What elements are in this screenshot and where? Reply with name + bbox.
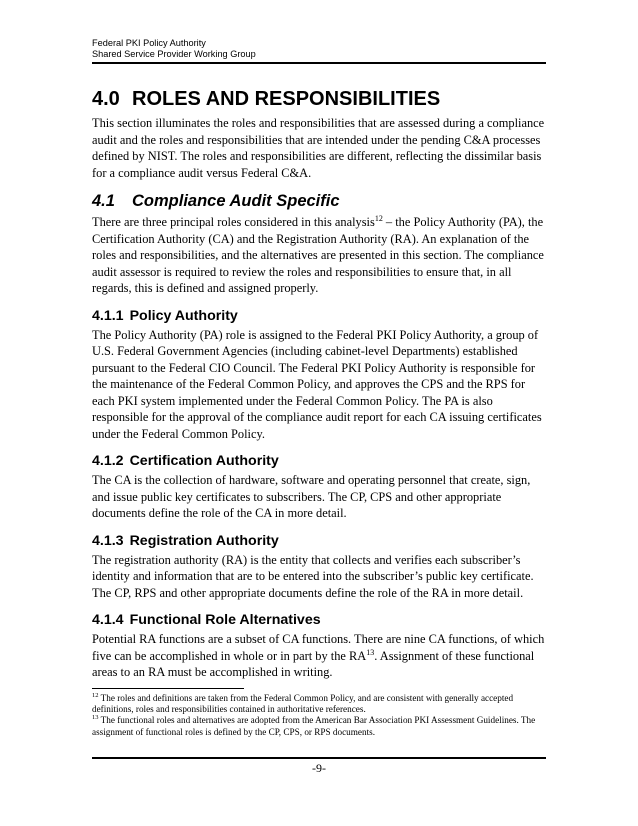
footnote-separator xyxy=(92,688,244,689)
section-intro-paragraph: This section illuminates the roles and responsibilities that are assessed during a compliance audit and the roles and responsibilities that are intended under the pending C&A processes defined by NIST. The roles and responsibilities are different, reflecting the dissimilar basis for a compliance audit versus Federal C&A. xyxy=(92,116,545,180)
section-number: 4.0 xyxy=(92,88,120,110)
footnote-mark: 13 xyxy=(92,714,99,722)
heading-functional-role-alternatives xyxy=(92,611,548,629)
subsection-title: Compliance Audit Specific xyxy=(132,192,340,210)
heading-number: 4.1.1 xyxy=(92,307,124,324)
heading-number: 4.1.4 xyxy=(92,612,124,628)
footer-rule xyxy=(92,757,546,759)
heading-title: Functional Role Alternatives xyxy=(129,612,321,628)
heading-policy-authority xyxy=(92,307,548,325)
paragraph-text: Potential RA functions are a subset of CA functions. There are nine CA functions, of which five can be accomplished in whole or in part by the RA xyxy=(92,632,545,663)
paragraph-text: There are three principal roles considered in this analysis xyxy=(92,215,375,229)
paragraph-text: – the Policy Authority (PA), the Certification Authority (CA) and the Registration Authority (RA). An explanation of the roles and responsibilities, and the alternatives are presented in this section. The compliance audit assessor is required to review the roles and responsibilities to ensure that, in all regards, this is defined and assigned properly. xyxy=(92,215,544,295)
page-number: -9- xyxy=(312,761,326,775)
certification-authority-paragraph: The CA is the collection of hardware, software and operating personnel that create, sign, and issue public key certificates to subscribers. The CP, CPS and other appropriate documents define the role of the CA in more detail. xyxy=(92,473,531,520)
heading-number: 4.1.2 xyxy=(92,453,124,469)
subsection-paragraph xyxy=(92,214,548,297)
section-heading xyxy=(92,87,548,111)
running-header xyxy=(92,38,256,60)
footnote-13 xyxy=(92,715,548,737)
header-line-organization: Federal PKI Policy Authority xyxy=(92,38,206,48)
heading-registration-authority xyxy=(92,532,548,550)
footnote-12 xyxy=(92,693,548,715)
registration-authority-paragraph: The registration authority (RA) is the entity that collects and verifies each subscriber’s identity and information that are to be entered into the subscriber’s public key certificate. The CP, RPS and other appropriate documents define the role of the RA in more detail. xyxy=(92,552,534,600)
footnote-reference-12[interactable]: 12 xyxy=(374,213,383,223)
paragraph-text: . Assignment of these functional areas to an RA must be accomplished in writing. xyxy=(92,648,535,679)
main-content xyxy=(92,87,548,681)
footnotes xyxy=(92,693,548,738)
footnote-reference-13[interactable]: 13 xyxy=(366,647,375,657)
heading-number: 4.1.3 xyxy=(92,532,124,549)
heading-title: Registration Authority xyxy=(129,532,279,549)
heading-certification-authority xyxy=(92,452,548,470)
footnote-mark: 12 xyxy=(92,691,99,699)
header-rule xyxy=(92,62,546,64)
subsection-number: 4.1 xyxy=(92,192,115,210)
header-line-group: Shared Service Provider Working Group xyxy=(92,49,256,59)
heading-title: Certification Authority xyxy=(129,453,279,469)
policy-authority-paragraph: The Policy Authority (PA) role is assigned to the Federal PKI Policy Authority, a group of U.S. Federal Government Agencies (including cabinet-level Departments) established pursuant to the Federal CIO Council. The Federal PKI Policy Authority is responsible for the maintenance of the Federal Common Policy, and approves the CPS and the RPS for each PKI system implemented under the Federal Common Policy. The PA is also responsible for the approval of the compliance audit report for each CA issuing certificates under the Federal Common Policy. xyxy=(92,327,542,441)
footnote-text: The roles and definitions are taken from the Federal Common Policy, and are consistent with generally accepted definitions, roles and responsibilities contained in authoritative references. xyxy=(92,693,514,715)
section-title: ROLES AND RESPONSIBILITIES xyxy=(132,88,441,110)
footnote-text: The functional roles and alternatives are adopted from the American Bar Association PKI Assessment Guidelines. The assignment of functional roles is defined by the CP, CPS, or RPS documents. xyxy=(92,715,536,737)
heading-title: Policy Authority xyxy=(129,307,238,324)
functional-role-paragraph xyxy=(92,631,548,681)
subsection-heading xyxy=(92,191,548,211)
